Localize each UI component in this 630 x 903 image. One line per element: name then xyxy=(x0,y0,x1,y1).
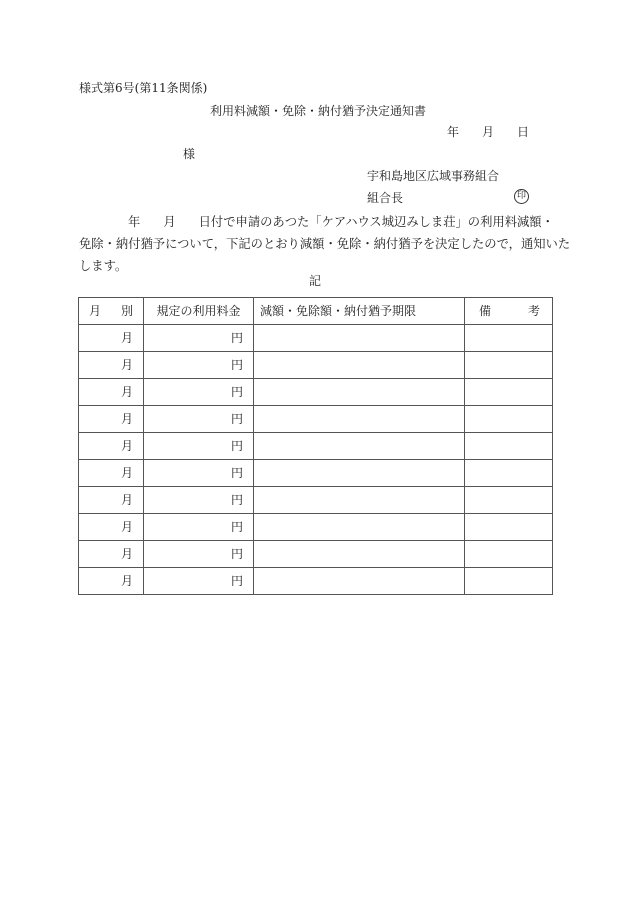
remark-cell[interactable] xyxy=(465,433,553,460)
period-cell[interactable] xyxy=(254,433,465,460)
header-month xyxy=(79,298,144,325)
remark-cell[interactable] xyxy=(465,568,553,595)
remark-cell[interactable] xyxy=(465,379,553,406)
document-title: 利用料減額・免除・納付猶予決定通知書 xyxy=(210,104,427,118)
month-cell: 月 xyxy=(79,325,144,352)
fee-cell[interactable]: 円 xyxy=(144,433,254,460)
record-heading: 記 xyxy=(309,274,322,288)
month-cell: 月 xyxy=(79,568,144,595)
issuer-organization: 宇和島地区広域事務組合 xyxy=(367,169,500,183)
month-cell: 月 xyxy=(79,487,144,514)
month-cell: 月 xyxy=(79,541,144,568)
issue-date-year: 年 xyxy=(447,125,460,139)
remark-cell[interactable] xyxy=(465,460,553,487)
notice-body-line-2: 免除・納付猶予について，下記のとおり減額・免除・納付猶予を決定したので，通知いた xyxy=(79,237,571,251)
table-row xyxy=(79,325,553,352)
month-cell: 月 xyxy=(79,514,144,541)
month-cell: 月 xyxy=(79,352,144,379)
table-row xyxy=(79,487,553,514)
table-row xyxy=(79,352,553,379)
notice-body-line-3: します。 xyxy=(79,259,128,273)
remark-cell[interactable] xyxy=(465,541,553,568)
fee-cell[interactable]: 円 xyxy=(144,541,254,568)
period-cell[interactable] xyxy=(254,460,465,487)
fee-reduction-table xyxy=(78,297,553,595)
header-remark-b: 考 xyxy=(527,304,540,318)
header-fee: 規定の利用料金 xyxy=(144,298,254,325)
form-number: 様式第6号(第11条関係) xyxy=(79,81,208,95)
remark-cell[interactable] xyxy=(465,487,553,514)
issuer-position: 組合長 xyxy=(367,191,404,205)
remark-cell[interactable] xyxy=(465,514,553,541)
header-remark-a: 備 xyxy=(479,304,492,318)
remark-cell[interactable] xyxy=(465,352,553,379)
month-cell: 月 xyxy=(79,433,144,460)
table-row xyxy=(79,379,553,406)
table-row xyxy=(79,433,553,460)
header-month-b: 別 xyxy=(120,304,133,318)
remark-cell[interactable] xyxy=(465,406,553,433)
table-row xyxy=(79,460,553,487)
period-cell[interactable] xyxy=(254,487,465,514)
fee-cell[interactable]: 円 xyxy=(144,325,254,352)
period-cell[interactable] xyxy=(254,406,465,433)
period-cell[interactable] xyxy=(254,541,465,568)
application-date-month: 月 xyxy=(163,215,176,229)
notice-body-line-1 xyxy=(79,211,553,233)
notice-body-line-1-text: 日付で申請のあつた「ケアハウス城辺みしま荘」の利用料減額・ xyxy=(198,215,554,229)
month-cell: 月 xyxy=(79,406,144,433)
issue-date-month: 月 xyxy=(482,125,495,139)
fee-cell[interactable]: 円 xyxy=(144,514,254,541)
period-cell[interactable] xyxy=(254,514,465,541)
period-cell[interactable] xyxy=(254,379,465,406)
header-month-a: 月 xyxy=(89,304,102,318)
issue-date-day: 日 xyxy=(517,125,530,139)
table-row xyxy=(79,541,553,568)
month-cell: 月 xyxy=(79,379,144,406)
header-period: 減額・免除額・納付猶予期限 xyxy=(254,298,465,325)
fee-cell[interactable]: 円 xyxy=(144,379,254,406)
period-cell[interactable] xyxy=(254,325,465,352)
fee-cell[interactable]: 円 xyxy=(144,487,254,514)
header-remark xyxy=(465,298,553,325)
notice-body xyxy=(79,211,571,277)
table-body xyxy=(79,325,553,595)
table-header-row xyxy=(79,298,553,325)
fee-cell[interactable]: 円 xyxy=(144,406,254,433)
fee-cell[interactable]: 円 xyxy=(144,568,254,595)
table-row xyxy=(79,568,553,595)
table-row xyxy=(79,406,553,433)
period-cell[interactable] xyxy=(254,352,465,379)
remark-cell[interactable] xyxy=(465,325,553,352)
period-cell[interactable] xyxy=(254,568,465,595)
table-row xyxy=(79,514,553,541)
fee-cell[interactable]: 円 xyxy=(144,460,254,487)
month-cell: 月 xyxy=(79,460,144,487)
addressee-suffix: 様 xyxy=(183,147,196,161)
seal-icon: 印 xyxy=(514,189,529,204)
fee-cell[interactable]: 円 xyxy=(144,352,254,379)
issue-date xyxy=(447,125,537,139)
application-date-year: 年 xyxy=(128,215,141,229)
